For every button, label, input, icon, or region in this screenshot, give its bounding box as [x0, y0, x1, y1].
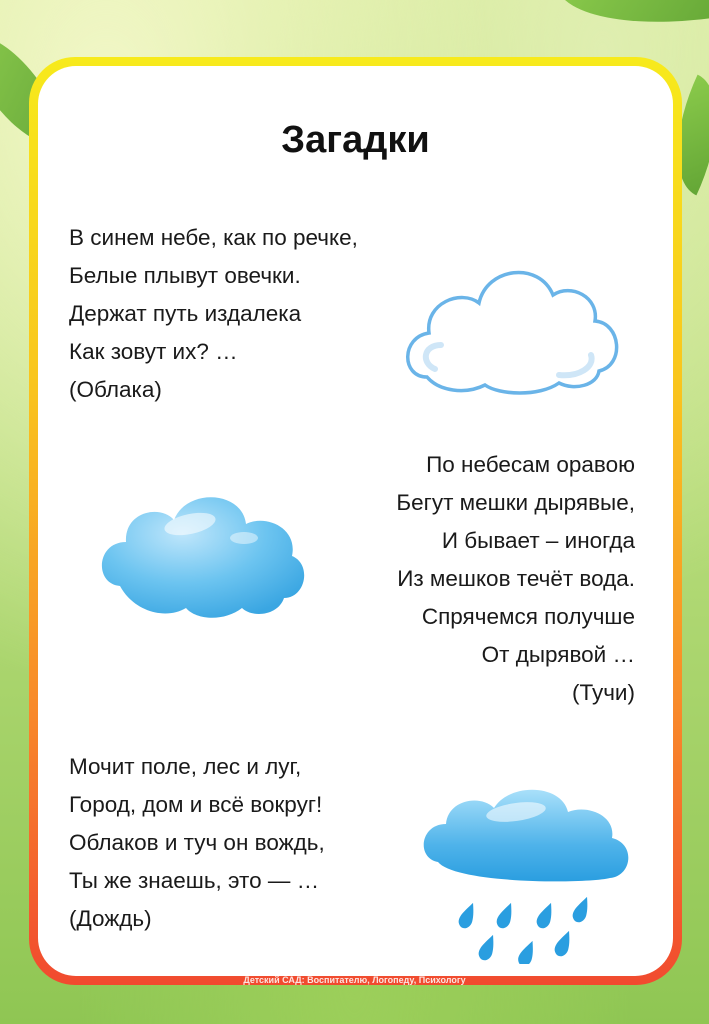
- riddle-line: Бегут мешки дырявые,: [396, 490, 635, 515]
- riddle-card: [38, 66, 673, 976]
- rain-cloud-icon: [416, 784, 636, 964]
- blue-cloud-icon: [94, 486, 309, 621]
- riddle-line: Ты же знаешь, это — …: [69, 868, 320, 893]
- riddle-line: Мочит поле, лес и луг,: [69, 754, 302, 779]
- riddle-line: Спрячемся получше: [421, 604, 635, 629]
- riddle-line: Как зовут их? …: [69, 339, 238, 364]
- riddle-line: Облаков и туч он вождь,: [69, 830, 325, 855]
- riddle-line: Город, дом и всё вокруг!: [69, 792, 323, 817]
- page-title: Загадки: [281, 119, 430, 161]
- white-cloud-icon: [399, 259, 624, 399]
- leaf-decoration-top-right: [556, 0, 709, 44]
- riddle-answer: (Облака): [69, 377, 162, 402]
- riddle-storm-clouds: [396, 446, 635, 712]
- raindrop-icons: [457, 895, 591, 964]
- riddle-line: Держат путь издалека: [69, 301, 302, 326]
- riddle-line: Белые плывут овечки.: [69, 263, 301, 288]
- riddle-rain: [69, 748, 325, 938]
- riddle-line: От дырявой …: [481, 642, 635, 667]
- riddle-clouds: [69, 219, 358, 409]
- riddle-answer: (Дождь): [69, 906, 152, 931]
- card-frame: [29, 57, 682, 985]
- watermark-bottom: Детский САД: Воспитателю, Логопеду, Психологу: [243, 975, 466, 985]
- riddle-line: По небесам оравою: [426, 452, 635, 477]
- riddle-line: Из мешков течёт вода.: [397, 566, 635, 591]
- riddle-line: В синем небе, как по речке,: [69, 225, 358, 250]
- riddle-answer: (Тучи): [571, 680, 635, 705]
- riddle-line: И бывает – иногда: [441, 528, 635, 553]
